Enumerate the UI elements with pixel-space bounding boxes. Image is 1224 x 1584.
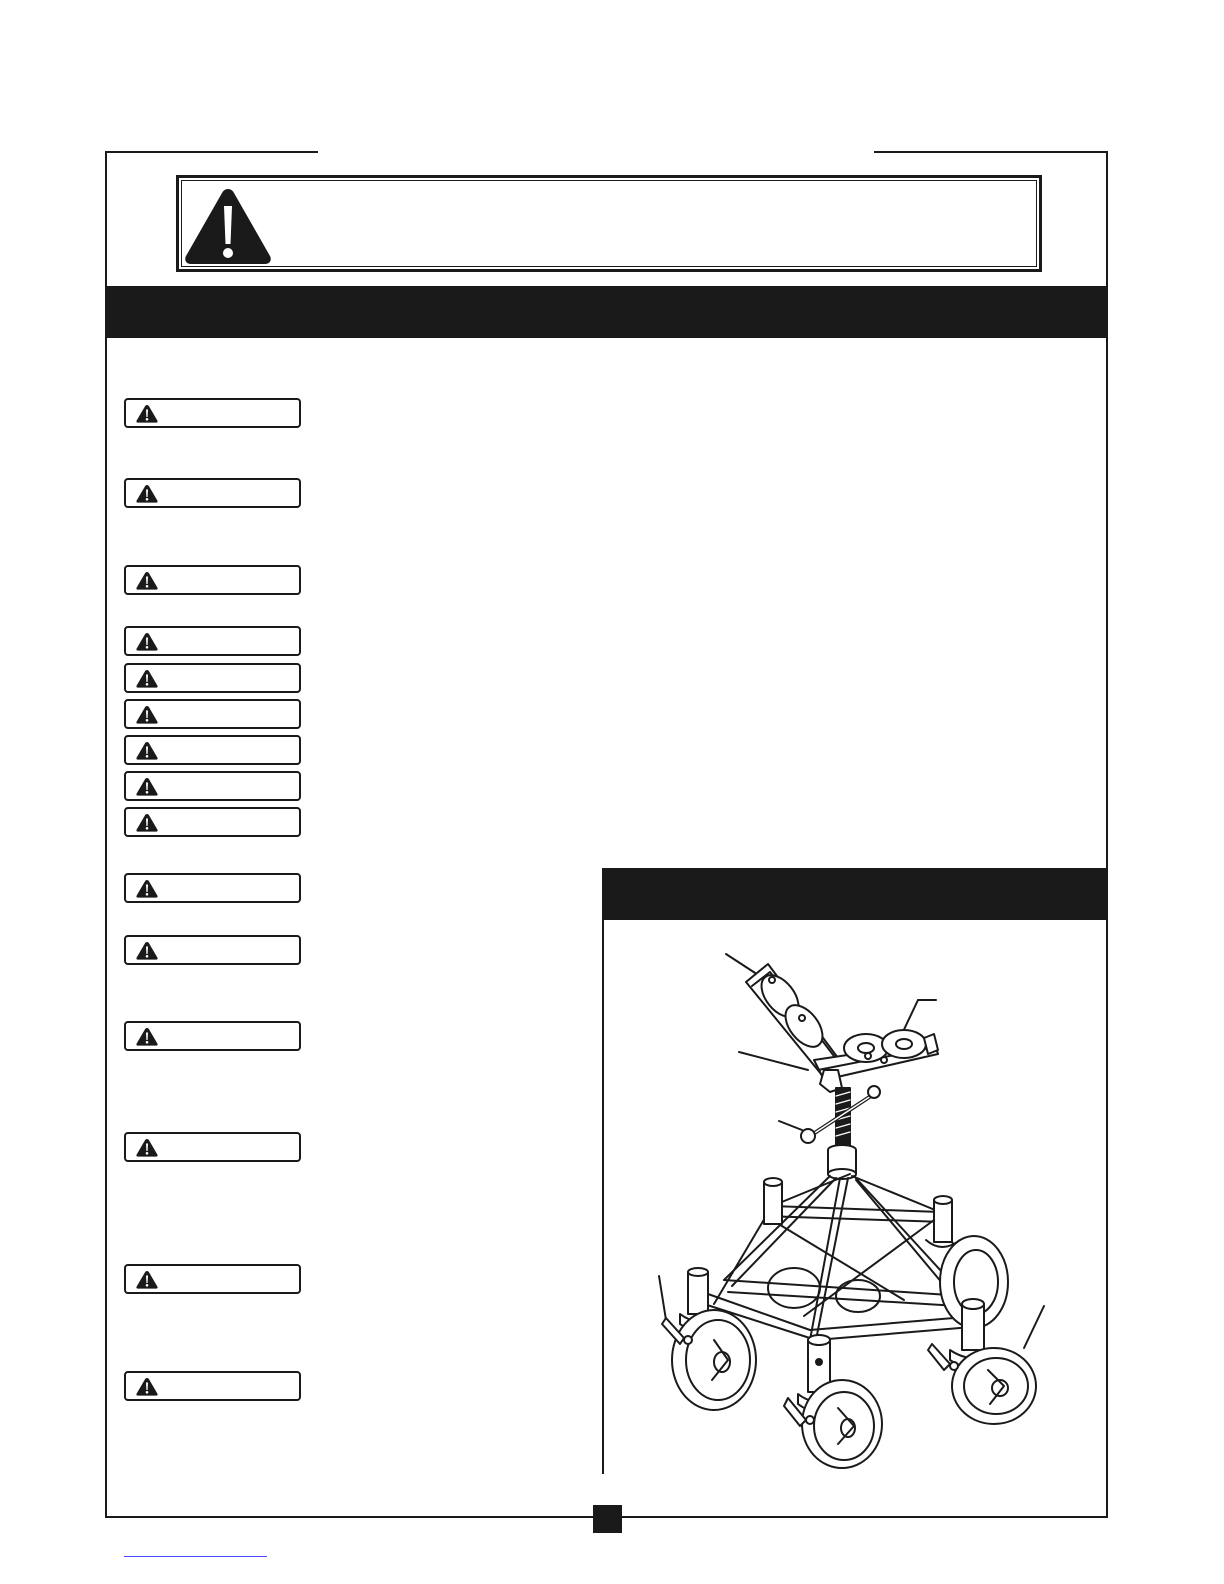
warning-triangle-icon [184, 186, 272, 266]
warning-triangle-icon [136, 571, 158, 590]
page-number-box [593, 1505, 622, 1533]
warning-tag [124, 1264, 301, 1294]
callout-leader-handle [779, 1121, 802, 1130]
warning-tag [124, 1132, 301, 1162]
warning-tag [124, 478, 301, 508]
warning-triangle-icon [136, 1377, 158, 1396]
callout-leader-head-bracket [739, 1052, 808, 1070]
center-post [828, 1145, 856, 1179]
warning-tag [124, 565, 301, 595]
warning-triangle-icon [136, 941, 158, 960]
warning-triangle-icon [136, 705, 158, 724]
warning-triangle-icon [136, 1027, 158, 1046]
diagram-heading-bar [603, 868, 1108, 920]
caster-front-right [928, 1299, 1036, 1424]
warning-tag [124, 1021, 301, 1051]
pipe-stand-illustration [604, 920, 1107, 1480]
warning-triangle-icon [136, 879, 158, 898]
warning-triangle-icon [136, 404, 158, 423]
caster-back-left [764, 1178, 782, 1224]
warning-tag [124, 771, 301, 801]
warning-tag [124, 699, 301, 729]
height-adjust-screw [801, 1086, 880, 1146]
warning-tag [124, 735, 301, 765]
warning-triangle-icon [136, 669, 158, 688]
warning-triangle-icon [136, 813, 158, 832]
warning-triangle-icon [136, 632, 158, 651]
warning-tag [124, 935, 301, 965]
caster-front-center [784, 1335, 882, 1468]
callout-leader-wheel [1024, 1306, 1044, 1348]
pipe-stand-diagram [604, 920, 1107, 1480]
warning-triangle-icon [136, 741, 158, 760]
warning-tag [124, 807, 301, 837]
header-title-gap [318, 146, 874, 158]
safety-alert-banner [176, 175, 1042, 272]
warning-tag [124, 873, 301, 903]
warning-tag [124, 626, 301, 656]
warning-tag [124, 1371, 301, 1401]
warning-triangle-icon [136, 1270, 158, 1289]
warning-triangle-icon [136, 484, 158, 503]
callout-leader-brake [659, 1276, 666, 1320]
caster-front-left [662, 1268, 756, 1410]
warning-triangle-icon [136, 777, 158, 796]
roller-head [746, 964, 938, 1092]
footer-link[interactable] [124, 1556, 267, 1557]
main-section-heading-bar [105, 286, 1108, 338]
warning-triangle-icon [136, 1138, 158, 1157]
warning-tag [124, 398, 301, 428]
warning-tag [124, 663, 301, 693]
